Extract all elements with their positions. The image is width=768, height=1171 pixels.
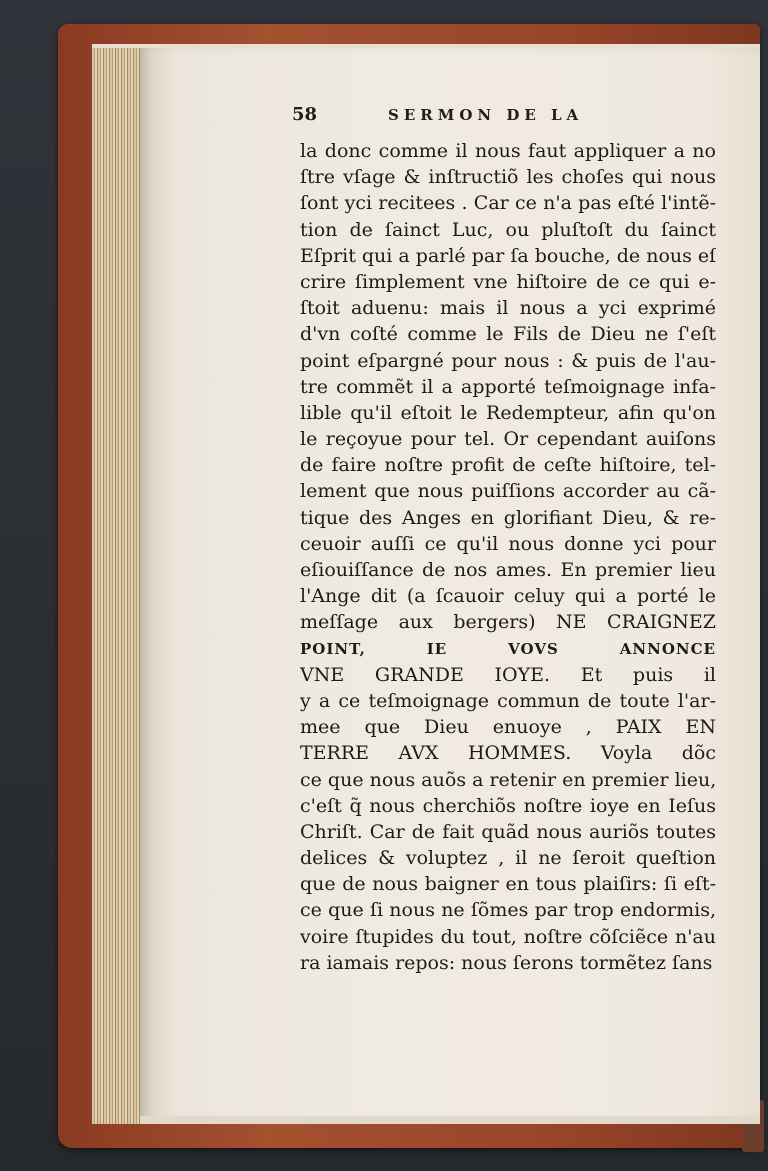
text-line: ce que ſi nous ne ſõmes par trop endormis, — [300, 899, 716, 922]
text-line: voire ſtupides du tout, noſtre cõſciẽce n'au — [300, 925, 716, 948]
text-line: ceuoir auſſi ce qu'il nous donne yci pour — [300, 532, 716, 555]
page-bottom-edge — [140, 1116, 760, 1124]
text-line: ſtre vſage & inſtructiõ les choſes qui nous — [300, 166, 716, 189]
body-text — [300, 138, 716, 976]
text-line: tion de ſainct Luc, ou pluſtoſt du ſainct — [300, 218, 716, 241]
text-line: d'vn coſté comme le Fils de Dieu ne ſ'eſt — [300, 323, 716, 346]
text-line: ſont yci recitees . Car ce n'a pas eſté l'intẽ- — [300, 192, 716, 215]
text-line: c'eſt q̃ nous cherchiõs noſtre ioye en Ieſus — [300, 794, 716, 817]
text-line: le reçoyue pour tel. Or cependant auiſons — [300, 428, 716, 451]
text-line: ra iamais repos: nous ſerons tormẽtez ſans — [300, 951, 713, 974]
text-line: Eſprit qui a parlé par ſa bouche, de nous eſ — [300, 244, 716, 267]
text-line: la donc comme il nous faut appliquer a no — [300, 140, 716, 162]
text-line: ce que nous auõs a retenir en premier lieu, — [300, 768, 716, 791]
text-line: eſiouiſſance de nos ames. En premier lieu — [300, 559, 716, 581]
text-line: point eſpargné pour nous : & puis de l'au- — [300, 349, 716, 372]
text-line: meſſage aux bergers) NE CRAIGNEZ — [300, 611, 716, 634]
running-title: SERMON DE LA — [388, 106, 584, 124]
text-line: lible qu'il eſtoit le Redempteur, afin qu'on — [300, 401, 716, 424]
text-line: l'Ange dit (a ſcauoir celuy qui a porté le — [300, 585, 716, 608]
page-number: 58 — [292, 104, 318, 125]
text-line: y a ce teſmoignage commun de toute l'ar- — [300, 689, 716, 712]
text-line: lement que nous puiſſions accorder au cã- — [300, 480, 716, 503]
text-line: de faire noſtre profit de ceſte hiſtoire, tel- — [300, 454, 716, 477]
text-line: Chriſt. Car de fait quãd nous auriõs toutes — [300, 820, 716, 843]
text-line: que de nous baigner en tous plaiſirs: ſi eſt- — [300, 873, 716, 896]
text-line: delices & voluptez , il ne ſeroit queſtion — [300, 847, 716, 870]
text-line: mee que Dieu enuoye , PAIX EN — [300, 716, 716, 739]
text-line: crire ſimplement vne hiſtoire de ce qui e- — [300, 270, 716, 293]
text-line: tre commẽt il a apporté teſmoignage infa- — [300, 375, 716, 398]
text-line: POINT, IE VOVS ANNONCE — [300, 639, 716, 658]
text-line: TERRE AVX HOMMES. Voyla dõc — [300, 742, 716, 765]
text-line: tique des Anges en glorifiant Dieu, & re- — [300, 506, 716, 529]
text-line: VNE GRANDE IOYE. Et puis il — [300, 663, 716, 686]
text-line: ſtoit aduenu: mais il nous a yci exprimé — [300, 297, 716, 320]
